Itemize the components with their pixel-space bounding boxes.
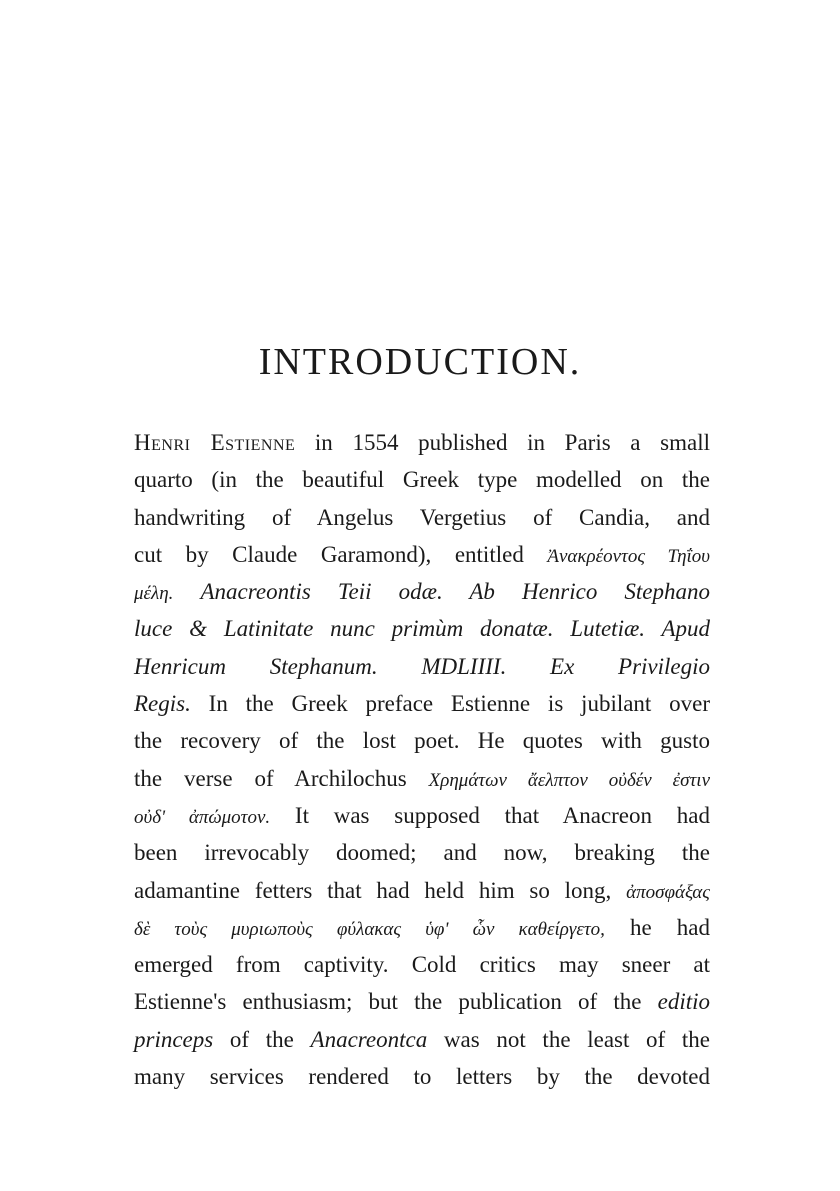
text-run: emerged from captivity. Cold critics may sneer at [134, 952, 710, 978]
text-run: many services rendered to letters by the devoted [134, 1064, 710, 1090]
text-line [134, 573, 710, 610]
greek-text: ἀποσφάξας [626, 881, 710, 903]
small-caps-text: Henri Estienne [134, 430, 296, 455]
italic-text: Henricum Stephanum. MDLIIII. Ex Privilegio [134, 653, 710, 679]
text-run: was not the least of the [427, 1026, 710, 1052]
greek-text: μέλη. [134, 583, 174, 605]
italic-text: Anacreontis Teii odæ. Ab Henrico Stephano [173, 579, 710, 605]
italic-text: Regis. [134, 691, 191, 717]
text-line [134, 610, 710, 647]
italic-text: editio [657, 989, 710, 1015]
text-run: cut by Claude Garamond), entitled [134, 541, 548, 567]
text-line [134, 461, 710, 498]
text-run: handwriting of Angelus Vergetius of Candia, and [134, 504, 710, 530]
text-line [134, 797, 710, 834]
text-run: quarto (in the beautiful Greek type modelled on the [134, 467, 710, 493]
text-run: the verse of Archilochus [134, 765, 429, 791]
text-run: In the Greek preface Estienne is jubilant over [190, 691, 710, 717]
greek-text: Χρημάτων ἄελπτον οὐδέν ἐστιν [428, 769, 711, 791]
greek-text: δὲ τοὺς μυριωποὺς φύλακας ὑφ' ὧν καθείργετο, [134, 918, 605, 940]
greek-text: οὐδ' ἀπώμοτον. [134, 806, 271, 828]
text-run: he had [604, 914, 710, 940]
greek-text: Ἀνακρέοντος Τηΐου [547, 545, 710, 567]
text-line [134, 946, 710, 983]
text-line [134, 872, 710, 909]
text-run: been irrevocably doomed; and now, breaking the [134, 840, 710, 866]
text-line [134, 424, 710, 461]
italic-text: luce & Latinitate nunc primùm donatæ. Lutetiæ. Apud [134, 616, 710, 642]
text-run: of the [213, 1026, 311, 1052]
text-line [134, 760, 710, 797]
text-line [134, 685, 710, 722]
text-run: It was supposed that Anacreon had [270, 802, 710, 828]
text-line [134, 499, 710, 536]
text-line [134, 722, 710, 759]
text-line [134, 1021, 710, 1058]
body-paragraph [134, 424, 710, 1095]
chapter-heading: INTRODUCTION. [258, 341, 582, 383]
italic-text: Anacreontca [310, 1026, 428, 1052]
text-run: the recovery of the lost poet. He quotes with gusto [134, 728, 710, 754]
text-line [134, 1058, 710, 1095]
text-line [134, 536, 710, 573]
text-run: in 1554 published in Paris a small [295, 430, 710, 455]
text-run: adamantine fetters that had held him so long, [134, 877, 627, 903]
text-line [134, 983, 710, 1020]
italic-text: princeps [134, 1026, 214, 1052]
text-run: Estienne's enthusiasm; but the publication of the [134, 989, 658, 1015]
text-line [134, 648, 710, 685]
text-line [134, 909, 710, 946]
text-line [134, 834, 710, 871]
